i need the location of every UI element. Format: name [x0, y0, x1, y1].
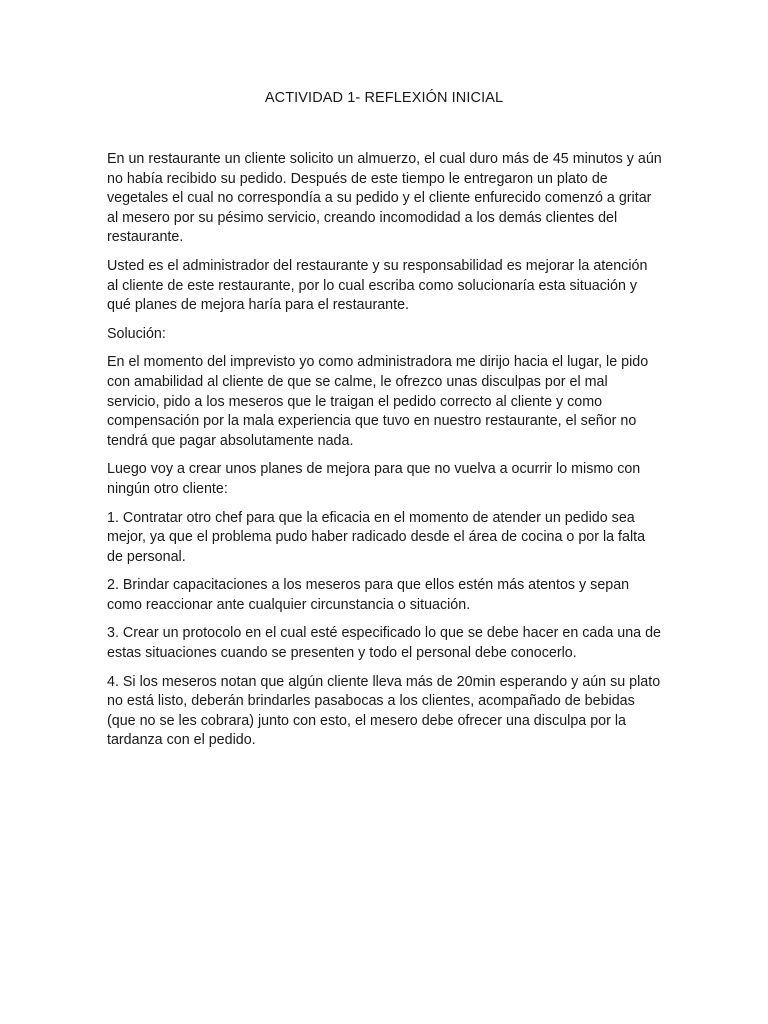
paragraph-instructions: Usted es el administrador del restaurante y su responsabilidad es mejorar la atención al cliente de este restaurante, por lo cual escriba como solucionaría esta situación y qué planes de mejora haría para el restaurante.: [107, 257, 648, 314]
document-title: ACTIVIDAD 1- REFLEXIÓN INICIAL: [264, 90, 504, 106]
paragraph-solution-heading: Solución:: [107, 325, 166, 342]
paragraph-solution: En el momento del imprevisto yo como administradora me dirijo hacia el lugar, le pido con amabilidad al cliente de que se calme, le ofrezco unas disculpas por el mal servicio, pido a los meseros que le traigan el pedido correcto al cliente y como compensación por la mala experiencia que tuvo en nuestro restaurante, el señor no tendrá que pagar absolutamente nada.: [107, 354, 649, 449]
document-body: [107, 150, 662, 760]
list-item-plan-1: 1. Contratar otro chef para que la eficacia en el momento de atender un pedido sea mejor, ya que el problema pudo haber radicado desde el área de cocina o por la falta de personal.: [107, 509, 646, 565]
paragraph-scenario: En un restaurante un cliente solicito un almuerzo, el cual duro más de 45 minutos y aún no había recibido su pedido. Después de este tiempo le entregaron un plato de vegetales el cual no correspondía a su pedido y el cliente enfurecido comenzó a gritar al mesero por su pésimo servicio, creando incomodidad a los demás clientes del restaurante.: [107, 151, 662, 246]
paragraph-plans-intro: Luego voy a crear unos planes de mejora para que no vuelva a ocurrir lo mismo con ningún otro cliente:: [107, 461, 641, 497]
list-item-plan-4: 4. Si los meseros notan que algún cliente lleva más de 20min esperando y aún su plato no está listo, deberán brindarles pasabocas a los clientes, acompañado de bebidas (que no se les cobrara) junto con esto, el mesero debe ofrecer una disculpa por la tardanza con el pedido.: [107, 673, 661, 749]
list-item-plan-3: 3. Crear un protocolo en el cual esté especificado lo que se debe hacer en cada una de estas situaciones cuando se presenten y todo el personal debe conocerlo.: [107, 625, 661, 662]
list-item-plan-2: 2. Brindar capacitaciones a los meseros para que ellos estén más atentos y sepan como reaccionar ante cualquier circunstancia o situación.: [107, 577, 630, 613]
